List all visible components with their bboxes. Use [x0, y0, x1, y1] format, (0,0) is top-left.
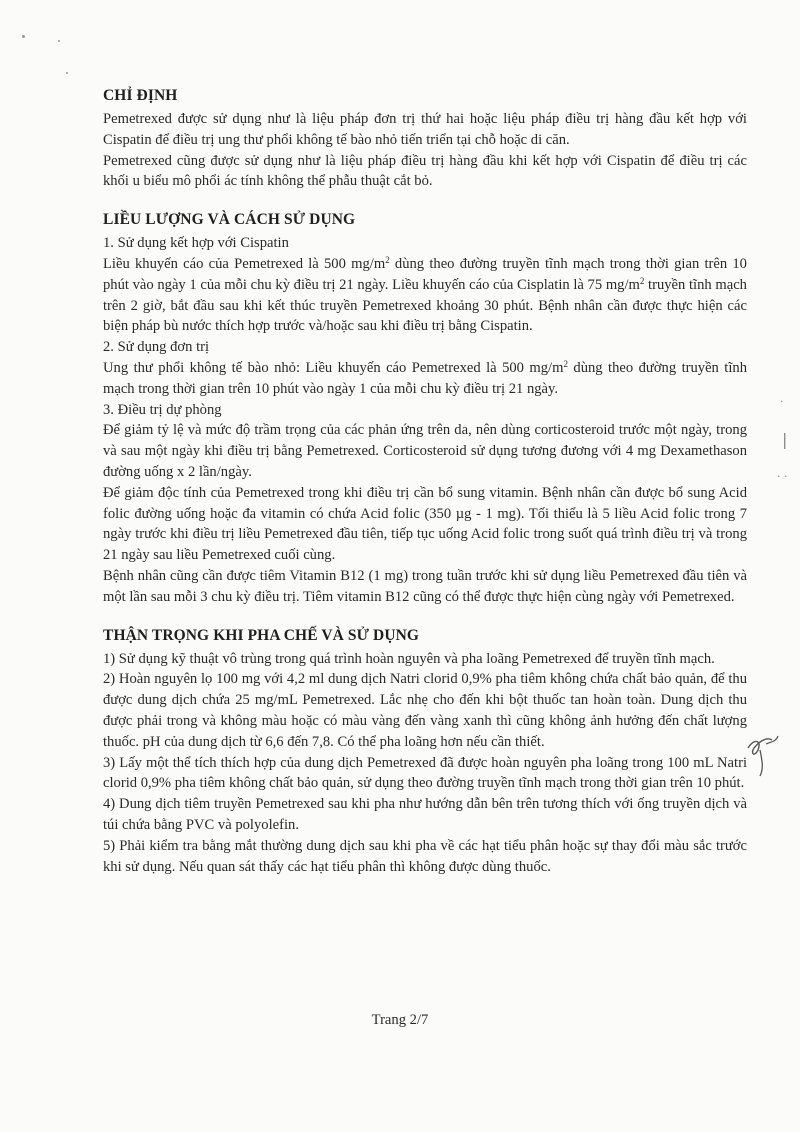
handwritten-initials	[742, 730, 782, 780]
section-heading: CHỈ ĐỊNH	[103, 87, 178, 104]
paragraph: 3. Điều trị dự phòng	[103, 401, 222, 418]
margin-mark: · ·	[777, 470, 788, 483]
paragraph: Để giảm tỷ lệ và mức độ trầm trọng của các phản ứng trên da, nên dùng corticosteroid trước một ngày, trong và sau một ngày khi điều trị bằng Pemetrexed. Corticosteroid sử dụng tương đương với 4 mg Dexamethason đường uống x 2 lần/ngày.	[103, 422, 747, 480]
document-body	[103, 86, 747, 895]
paragraph: 1. Sử dụng kết hợp với Cispatin	[103, 235, 289, 252]
paragraph: Ung thư phổi không tế bào nhỏ: Liều khuyến cáo Pemetrexed là 500 $mg/m^2$ dùng theo đường truyền tĩnh mạch trong thời gian trên 10 phút vào ngày 1 của mỗi chu kỳ điều trị 21 ngày.	[103, 358, 748, 397]
paragraph: 4) Dung dịch tiêm truyền Pemetrexed sau khi pha như hướng dẫn bên trên tương thích với ống truyền dịch và túi chứa bằng PVC và polyolefin.	[103, 796, 747, 833]
section-heading: LIỀU LƯỢNG VÀ CÁCH SỬ DỤNG	[103, 211, 356, 229]
margin-mark: |	[782, 430, 788, 449]
paragraph: Pemetrexed cũng được sử dụng như là liệu pháp điều trị hàng đầu khi kết hợp với Cispatin để điều trị các khối u biểu mô phổi ác tính không thể phẫu thuật cắt bỏ.	[103, 152, 747, 190]
scan-speck	[66, 72, 68, 74]
section-heading: THẬN TRỌNG KHI PHA CHẾ VÀ SỬ DỤNG	[103, 626, 420, 644]
margin-mark: ·	[780, 395, 784, 408]
paragraph: 3) Lấy một thể tích thích hợp của dung dịch Pemetrexed đã được hoàn nguyên pha loãng trong 100 mL Natri clorid 0,9% pha tiêm không chất bảo quản, sử dụng theo đường truyền tĩnh mạch trong thời gian trên 10 phút.	[103, 754, 747, 792]
paragraph: Để giảm độc tính của Pemetrexed trong khi điều trị cần bổ sung vitamin. Bệnh nhân cần được bổ sung Acid folic đường uống hoặc đa vitamin có chứa Acid folic (350 µg - 1 mg). Tối thiểu là 5 liều Acid folic trong 7 ngày trước khi điều trị liều Pemetrexed đầu tiên, tiếp tục uống Acid folic trong suốt quá trình điều trị và trong 21 ngày sau liều Pemetrexed cuối cùng.	[103, 484, 747, 564]
paragraph: Liều khuyến cáo của Pemetrexed là 500 $mg/m^2$ dùng theo đường truyền tĩnh mạch trong thời gian trên 10 phút vào ngày 1 của mỗi chu kỳ điều trị 21 ngày. Liều khuyến cáo của Cisplatin là 75 $mg/m^2$ truyền tĩnh mạch trên 2 giờ, bắt đầu sau khi kết thúc truyền Pemetrexed khoảng 30 phút. Bệnh nhân cần được thực hiện các biện pháp bù nước thích hợp trước và/hoặc sau khi điều trị bằng Cispatin.	[103, 254, 747, 335]
section	[103, 626, 747, 878]
paragraph: 5) Phải kiểm tra bằng mắt thường dung dịch sau khi pha về các hạt tiểu phân hoặc sự thay đổi màu sắc trước khi sử dụng. Nếu quan sát thấy các hạt tiểu phân thì không được dùng thuốc.	[103, 837, 747, 875]
scan-speck	[22, 35, 25, 38]
section	[103, 210, 747, 607]
page-number: Trang 2/7	[371, 1012, 429, 1028]
section	[103, 86, 747, 192]
scan-speck	[58, 40, 60, 42]
paragraph: Bệnh nhân cũng cần được tiêm Vitamin B12 (1 mg) trong tuần trước khi sử dụng liều Pemetrexed đầu tiên và một lần sau mỗi 3 chu kỳ điều trị. Tiêm vitamin B12 cũng có thể được thực hiện cùng ngày với Pemetrexed.	[103, 567, 747, 605]
paragraph: 2. Sử dụng đơn trị	[103, 339, 210, 356]
paragraph: 2) Hoàn nguyên lọ 100 mg với 4,2 ml dung dịch Natri clorid 0,9% pha tiêm không chứa chất bảo quản, để thu được dung dịch chứa 25 mg/mL Pemetrexed. Lắc nhẹ cho đến khi bột thuốc tan hoàn toàn. Dung dịch thu được phải trong và không màu hoặc có màu vàng đến vàng xanh thì cũng không ảnh hưởng đến chất lượng thuốc. pH của dung dịch từ 6,6 đến 7,8. Có thể pha loãng hơn nếu cần thiết.	[103, 671, 747, 750]
paragraph: 1) Sử dụng kỹ thuật vô trùng trong quá trình hoàn nguyên và pha loãng Pemetrexed để truyền tĩnh mạch.	[103, 650, 715, 667]
paragraph: Pemetrexed được sử dụng như là liệu pháp đơn trị thứ hai hoặc liệu pháp điều trị hàng đầu kết hợp với Cispatin để điều trị ung thư phổi không tế bào nhỏ tiến triển tại chỗ hoặc di căn.	[103, 111, 747, 148]
